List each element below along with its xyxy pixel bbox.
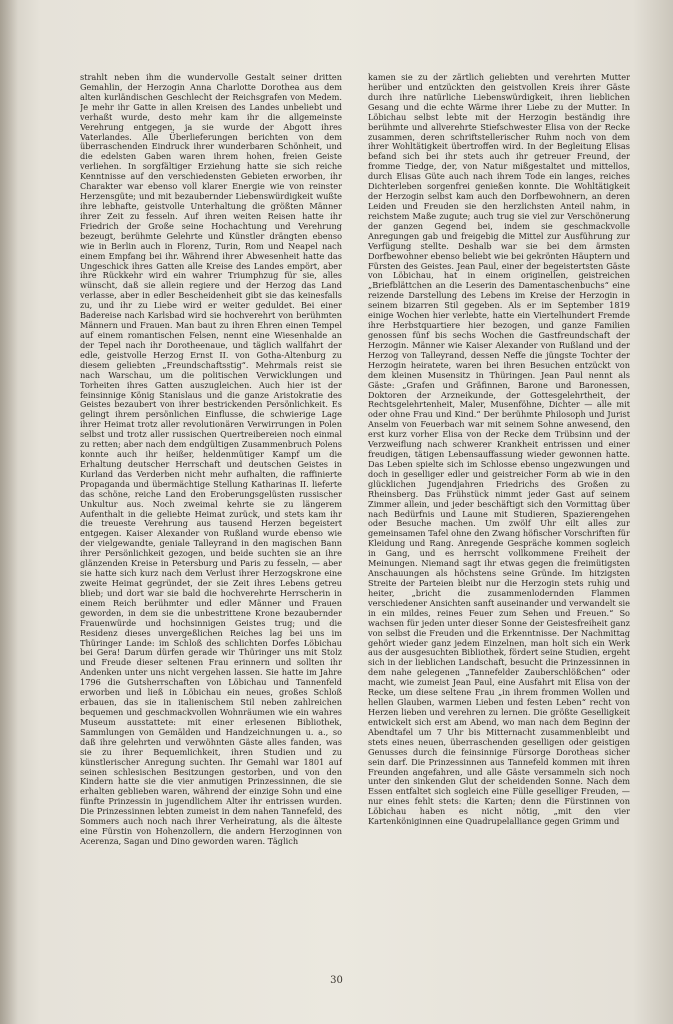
left-column-text: strahlt neben ihm die wundervolle Gestalt seiner dritten Gemahlin, der Herzogin Anna Charlotte Dorothea aus dem alten kurländischen Geschlecht der Reichsgrafen von Medem. Je mehr ihr Gatte in allen Kreisen des Landes unbeliebt und verhaßt wurde, desto mehr kam ihr die allgemeinste Verehrung entgegen, ja sie wurde der Abgott ihres Vaterlandes. Alle Überlieferungen berichten von dem überraschenden Eindruck ihrer wunderbaren Schönheit, und die edelsten Gaben waren ihrem hohen, freien Geiste verliehen. In sorgfältiger Erziehung hatte sie sich reiche Kenntnisse auf den verschiedensten Gebieten erworben, ihr Charakter war ebenso voll klarer Energie wie von reinster Herzensgüte; und mit bezaubernder Liebenswürdigkeit wußte ihre lebhafte, geistvolle Unterhaltung die größten Männer ihrer Zeit zu fesseln. Auf ihren weiten Reisen hatte ihr Friedrich der Große seine Hochachtung und Verehrung bezeugt, berühmte Gelehrte und Künstler drängten ebenso wie in Berlin auch in Florenz, Turin, Rom und Neapel nach einem Empfang bei ihr. Während ihrer Abwesenheit hatte das Ungeschick ihres Gatten alle Kreise des Landes empört, aber ihre Rückkehr wird ein wahrer Triumphzug für sie, alles wünscht, daß sie allein regiere und der Herzog das Land verlasse, aber in edler Bescheidenheit gibt sie das keinesfalls zu, und ihr zu Liebe wird er weiter geduldet. Bei einer Badereise nach Karlsbad wird sie hochverehrt von berühmten Männern und Frauen. Man baut zu ihren Ehren einen Tempel auf einem romantischen Felsen, nennt eine Wiesenhalde an der Tepel nach ihr Dorotheenaue, und täglich wallfahrt der edle, geistvolle Herzog Ernst II. von Gotha-Altenburg zu diesem geliebten „Freundschaftsstig“. Mehrmals reist sie nach Warschau, um die politischen Verwicklungen und Torheiten ihres Gatten auszugleichen. Auch hier ist der feinsinnige König Stanislaus und die ganze Aristokratie des Geistes bezaubert von ihrer bestrickenden Persönlichkeit. Es gelingt ihrem persönlichen Einflusse, die schwierige Lage ihrer Heimat trotz aller revolutionären Verwirrungen in Polen selbst und trotz aller russischen Quertreibereien noch einmal zu retten; aber nach dem endgültigen Zusammenbruch Polens konnte auch ihr heißer, heldenmütiger Kampf um die Erhaltung deutscher Herrschaft und deutschen Geistes in Kurland das Verderben nicht mehr aufhalten, die raffinierte Propaganda und übermächtige Stellung Katharinas II. lieferte das schöne, reiche Land den Eroberungsgelüsten russischer Unkultur aus. Noch zweimal kehrte sie zu längerem Aufenthalt in die geliebte Heimat zurück, und stets kam ihr die treueste Verehrung aus tausend Herzen begeistert entgegen. Kaiser Alexander von Rußland wurde ebenso wie der vielgewandte, geniale Talleyrand in den magischen Bann ihrer Persönlichkeit gezogen, und beide suchten sie an ihre glänzenden Kreise in Petersburg und Paris zu fesseln, — aber sie hatte sich kurz nach dem Verlust ihrer Herzogskrone eine zweite Heimat gegründet, der sie Zeit ihres Lebens getreu blieb; und dort war sie bald die hochverehrte Herrscherin in einem Reich berühmter und edler Männer und Frauen geworden, in dem sie die unbestrittene Krone bezaubernder Frauenwürde und hochsinnigen Geistes trug; und die Residenz dieses unvergeßlichen Reiches lag bei uns im Thüringer Lande: im Schloß des schlichten Dorfes Löbichau bei Gera! Darum dürfen gerade wir Thüringer uns mit Stolz und Freude dieser seltenen Frau erinnern und sollten ihr Andenken unter uns nicht vergehen lassen. Sie hatte im Jahre 1796 die Gutsherrschaften von Löbichau und Tannenfeld erworben und ließ in Löbichau ein neues, großes Schloß erbauen, das sie in italienischem Stil neben zahlreichen bequemen und geschmackvollen Wohnräumen wie ein wahres Museum ausstattete: mit einer erlesenen Bibliothek, Sammlungen von Gemälden und Handzeichnungen u. a., so daß ihre gelehrten und verwöhnten Gäste alles fanden, was sie zu ihrer Bequemlichkeit, ihren Studien und zu künstlerischer Anregung suchten. Ihr Gemahl war 1801 auf seinen schlesischen Besitzungen gestorben, und von den Kindern hatte sie die vier anmutigen Prinzessinnen, die sie erhalten geblieben waren, während der einzige Sohn und eine fünfte Prinzessin in jugendlichem Alter ihr entrissen wurden. Die Prinzessinnen lebten zumeist in dem nahen Tannefeld, des Sommers auch noch nach ihrer Verheiratung, als die älteste eine Fürstin von Hohenzollern, die andern Herzoginnen von Acerenza, Sagan und Dino geworden waren. Täglich	[80, 73, 342, 846]
page-gutter-shadow	[0, 0, 18, 1024]
text-column-left	[80, 73, 342, 987]
page-number: 30	[330, 975, 343, 986]
text-column-right	[368, 73, 630, 987]
right-column-text: kamen sie zu der zärtlich geliebten und verehrten Mutter herüber und entzückten den geistvollen Kreis ihrer Gäste durch ihre natürliche Liebenswürdigkeit, ihren lieblichen Gesang und die echte Wärme ihrer Liebe zu der Mutter. In Löbichau selbst lebte mit der Herzogin beständig ihre berühmte und allverehrte Stiefschwester Elisa von der Recke zusammen, deren schriftstellerischer Ruhm noch von dem ihrer Wohltätigkeit übertroffen wird. In der Begleitung Elisas befand sich bei ihr stets auch ihr getreuer Freund, der fromme Tiedge, der, von Natur mißgestaltet und mittellos, durch Elisas Güte auch nach ihrem Tode ein langes, reiches Dichterleben sorgenfrei genießen konnte. Die Wohltätigkeit der Herzogin selbst kam auch den Dorfbewohnern, an deren Leiden und Freuden sie den herzlichsten Anteil nahm, in reichstem Maße zugute; auch trug sie viel zur Verschönerung der ganzen Gegend bei, indem sie geschmackvolle Anregungen gab und freigebig die Mittel zur Ausführung zur Verfügung stellte. Deshalb war sie bei dem ärmsten Dorfbewohner ebenso beliebt wie bei gekrönten Häuptern und Fürsten des Geistes. Jean Paul, einer der begeistertsten Gäste von Löbichau, hat in einem originellen, geistreichen „Briefblättchen an die Leserin des Damentaschenbuchs“ eine reizende Darstellung des Lebens im Kreise der Herzogin in seinem bizarren Stil gegeben. Als er im September 1819 einige Wochen hier verlebte, hatte ein Viertelhundert Fremde ihre Herbstquartiere hier bezogen, und ganze Familien genossen fünf bis sechs Wochen die Gastfreundschaft der Herzogin. Männer wie Kaiser Alexander von Rußland und der Herzog von Talleyrand, dessen Neffe die jüngste Tochter der Herzogin heiratete, waren bei ihren Besuchen entzückt von dem kleinen Musensitz in Thüringen. Jean Paul nennt als Gäste: „Grafen und Gräfinnen, Barone und Baronessen, Doktoren der Arzneikunde, der Gottesgelehrtheit, der Rechtsgelehrtenheit, Maler, Musenföhne, Dichter — alle mit oder ohne Frau und Kind.“ Der berühmte Philosoph und Jurist Anselm von Feuerbach war mit seinem Sohne anwesend, den erst kurz vorher Elisa von der Recke dem Trübsinn und der Verzweiflung nach schwerer Krankheit entrissen und einer freudigen, tätigen Lebensauffassung wieder gewonnen hatte. Das Leben spielte sich im Schlosse ebenso ungezwungen und doch in geselliger edler und geistreicher Form ab wie in den glücklichen Jugendjahren Friedrichs des Großen zu Rheinsberg. Das Frühstück nimmt jeder Gast auf seinem Zimmer allein, und jeder beschäftigt sich den Vormittag über nach Bedürfnis und Laune mit Studieren, Spazierengehen oder Besuche machen. Um zwölf Uhr eilt alles zur gemeinsamen Tafel ohne den Zwang höfischer Vorschriften für Kleidung und Rang. Anregende Gespräche kommen sogleich in Gang, und es herrscht vollkommene Freiheit der Meinungen. Niemand sagt ihr etwas gegen die freimütigsten Anschauungen als höchstens seine Gründe. Im hitzigsten Streite der Parteien bleibt nur die Herzogin stets ruhig und heiter, „bricht die zusammenlodernden Flammen verschiedener Ansichten sanft auseinander und verwandelt sie in ein mildes, reines Feuer zum Sehen und Freuen.“ So wachsen für jeden unter dieser Sonne der Geistesfreiheit ganz von selbst die Freuden und die Erkenntnisse. Der Nachmittag gehört wieder ganz jedem Einzelnen, man holt sich ein Werk aus der ausgesuchten Bibliothek, fördert seine Studien, ergeht sich in der lieblichen Landschaft, besucht die Prinzessinnen in dem nahe gelegenen „Tannefelder Zauberschlößchen“ oder macht, wie zumeist Jean Paul, eine Ausfahrt mit Elisa von der Recke, um diese seltene Frau „in ihrem frommen Wollen und hellen Glauben, warmen Lieben und festen Leben“ recht von Herzen lieben und verehren zu lernen. Die größte Geselligkeit entwickelt sich erst am Abend, wo man nach dem Beginn der Abendtafel um 7 Uhr bis Mitternacht zusammenbleibt und stets eines neuen, überraschenden geselligen oder geistigen Genusses durch die feinsinnige Fürsorge Dorotheas sicher sein darf. Die Prinzessinnen aus Tannefeld kommen mit ihren Freunden angefahren, und alle Gäste versammeln sich noch unter den sinkenden Glut der scheidenden Sonne. Nach dem Essen entfaltet sich sogleich eine Fülle geselliger Freuden, — nur eines fehlt stets: die Karten; denn die Fürstinnen von Löbichau haben es nicht nötig, „mit den vier Kartenköniginnen eine Quadrupelalliance gegen Grimm und	[368, 73, 630, 827]
